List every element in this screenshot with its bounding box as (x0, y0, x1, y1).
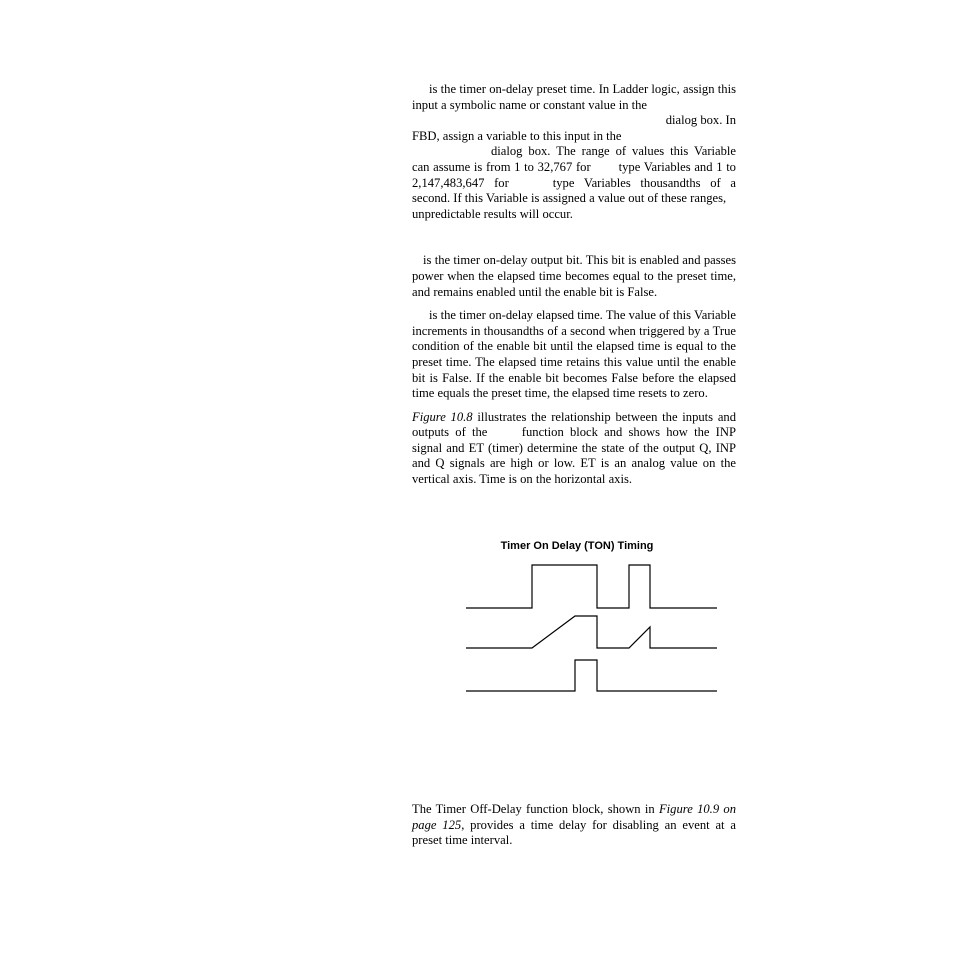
inp-signal-trace (466, 565, 717, 608)
figure-title: Timer On Delay (TON) Timing (500, 540, 654, 552)
pt-line-6a: can assume is from 1 to 32,767 for (412, 159, 591, 174)
pt-line-7b: type Variables thousandths of a (552, 175, 736, 190)
et-signal-trace (466, 616, 717, 648)
body-text-column (412, 82, 736, 488)
figure-link[interactable]: Figure 10.8 (412, 409, 473, 424)
figure-link-10-9[interactable]: Figure 10.9 on page 125 (412, 802, 736, 832)
pt-line-7a: to 2,147,483,647 for (412, 159, 736, 190)
paragraph-preset-time (412, 82, 736, 222)
pt-line-3: dialog box. In (665, 113, 736, 128)
paragraph-output-bit: is the timer on-delay output bit. This bit is enabled and passes power when the elapsed time becomes equal to the preset time, and remains enabled until the enable bit is False. (412, 253, 736, 299)
pt-line-9: unpredictable results will occur. (412, 206, 573, 221)
timing-diagram (460, 560, 724, 700)
paragraph-elapsed-time: is the timer on-delay elapsed time. The value of this Variable increments in thousandths of a second when triggered by a True condition of the enable bit until the elapsed time is equal to the preset time. The elapsed time retains this value until the enable bit is False. If the enable bit becomes False before the elapsed time equals the preset time, the elapsed time resets to zero. (412, 308, 736, 401)
pt-line-5: dialog box. The range of values this Variable (491, 144, 736, 159)
q-signal-trace (466, 660, 717, 691)
pt-line-8: second. If this Variable is assigned a value out of these ranges, (412, 191, 727, 206)
paragraph-off-delay: The Timer Off-Delay function block, shown in Figure 10.9 on page 125, provides a time delay for disabling an event at a preset time interval. (412, 802, 736, 848)
pt-line-4: FBD, assign a variable to this input in the (412, 128, 622, 143)
pt-line-6b: type Variables and 1 (618, 159, 723, 174)
pt-line-1: is the timer on-delay preset time. In Ladder logic, assign (429, 82, 715, 96)
paragraph-figure-reference: Figure 10.8 illustrates the relationship between the inputs and outputs of the function block and shows how the INP signal and ET (timer) determine the state of the output Q, INP and Q signals are high or low. ET is an analog value on the vertical axis. Time is on the horizontal axis. (412, 409, 737, 487)
pt-line-2: this input a symbolic name or constant value in the (412, 82, 736, 112)
